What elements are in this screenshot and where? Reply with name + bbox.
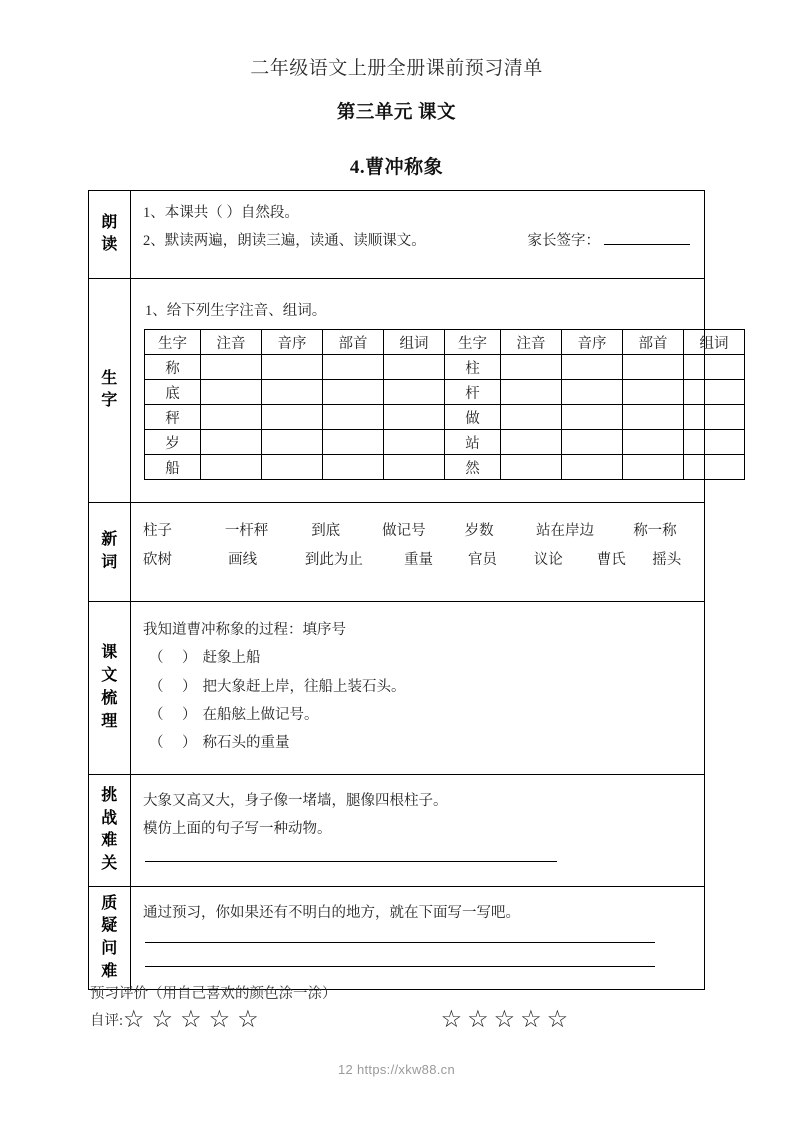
evaluation-title: 预习评价（用自己喜欢的颜色涂一涂） — [90, 986, 337, 1002]
character-cell: 做 — [445, 405, 501, 430]
challenge-example: 大象又高又大，身子像一堵墙，腿像四根柱子。 — [143, 792, 448, 809]
new-word: 站在岸边 — [536, 523, 595, 540]
section-row-characters — [89, 278, 705, 503]
character-blank-cell[interactable] — [384, 455, 445, 480]
self-evaluation-label: 自评: — [90, 1013, 124, 1030]
character-blank-cell[interactable] — [684, 355, 745, 380]
characters-grid-body — [145, 330, 745, 480]
character-cell: 然 — [445, 455, 501, 480]
spacer — [143, 256, 694, 270]
character-cell: 杆 — [445, 380, 501, 405]
label-char: 问 — [101, 940, 118, 958]
characters-grid — [144, 329, 745, 480]
new-word: 议论 — [533, 552, 563, 569]
character-blank-cell[interactable] — [323, 355, 384, 380]
new-word: 到底 — [311, 523, 341, 540]
character-blank-cell[interactable] — [501, 455, 562, 480]
document-title: 二年级语文上册全册课前预习清单 — [250, 58, 543, 79]
outline-item[interactable] — [143, 729, 694, 757]
evaluation-row — [90, 1008, 710, 1032]
label-char: 挑 — [101, 786, 118, 804]
teacher-evaluation-stars[interactable] — [441, 1008, 574, 1032]
characters-header-cell: 音序 — [562, 330, 623, 355]
character-blank-cell[interactable] — [384, 355, 445, 380]
new-word: 摇头 — [652, 552, 682, 569]
star-icon[interactable]: ☆ — [520, 1006, 542, 1033]
star-icon[interactable]: ☆ — [467, 1006, 489, 1033]
doubt-instruction: 通过预习，你如果还有不明白的地方，就在下面写一写吧。 — [143, 905, 520, 922]
new-word: 官员 — [467, 552, 497, 569]
section-label-doubt — [89, 887, 131, 990]
character-blank-cell[interactable] — [623, 355, 684, 380]
section-row-reading — [89, 191, 705, 279]
star-icon[interactable]: ☆ — [237, 1006, 259, 1033]
character-blank-cell[interactable] — [323, 430, 384, 455]
character-blank-cell[interactable] — [201, 455, 262, 480]
new-word: 柱子 — [143, 523, 172, 540]
character-blank-cell[interactable] — [501, 430, 562, 455]
character-cell: 称 — [145, 355, 201, 380]
outline-item-text: 称石头的重量 — [202, 735, 290, 752]
outline-order-blank[interactable]: （ ） — [149, 650, 199, 667]
new-word: 重量 — [404, 552, 433, 569]
outline-item-text: 把大象赶上岸，往船上装石头。 — [202, 678, 406, 695]
characters-row — [145, 405, 745, 430]
outline-order-blank[interactable]: （ ） — [149, 678, 199, 695]
section-label-outline — [89, 602, 131, 774]
outline-order-blank[interactable]: （ ） — [149, 735, 199, 752]
page-watermark: 12 https://xkw88.cn — [338, 1062, 455, 1077]
character-blank-cell[interactable] — [323, 405, 384, 430]
section-content-outline — [131, 602, 705, 774]
doubt-answer-blank-2[interactable] — [145, 966, 655, 967]
character-cell: 船 — [145, 455, 201, 480]
outline-order-blank[interactable]: （ ） — [149, 706, 199, 723]
star-icon[interactable]: ☆ — [493, 1006, 516, 1033]
characters-row — [145, 455, 745, 480]
new-word: 一杆秤 — [224, 523, 269, 540]
character-blank-cell[interactable] — [684, 455, 745, 480]
character-cell: 底 — [145, 380, 201, 405]
character-blank-cell[interactable] — [262, 430, 323, 455]
character-blank-cell[interactable] — [201, 380, 262, 405]
new-word: 做记号 — [382, 523, 426, 540]
characters-header-cell: 部首 — [323, 330, 384, 355]
challenge-instruction: 模仿上面的句子写一种动物。 — [143, 820, 332, 837]
unit-title: 第三单元 课文 — [336, 103, 457, 123]
section-label-characters — [89, 278, 131, 503]
character-blank-cell[interactable] — [562, 380, 623, 405]
label-char: 生 — [101, 369, 118, 387]
new-word: 岁数 — [464, 523, 494, 540]
star-icon[interactable]: ☆ — [123, 1006, 145, 1033]
label-char: 字 — [101, 392, 118, 410]
challenge-answer-blank[interactable] — [145, 861, 557, 862]
section-content-reading — [131, 191, 705, 279]
character-blank-cell[interactable] — [623, 430, 684, 455]
doubt-block — [143, 895, 694, 981]
evaluation-section — [90, 984, 710, 1032]
section-row-outline — [89, 602, 705, 774]
section-content-characters — [131, 278, 729, 503]
character-blank-cell[interactable] — [623, 405, 684, 430]
parent-signature — [528, 227, 695, 255]
label-char: 理 — [101, 712, 118, 730]
worksheet-table — [88, 190, 729, 990]
character-blank-cell[interactable] — [562, 355, 623, 380]
label-char: 梳 — [101, 689, 118, 707]
characters-header-cell: 注音 — [501, 330, 562, 355]
characters-header-cell: 生字 — [145, 330, 201, 355]
label-char: 文 — [101, 667, 118, 685]
challenge-block — [143, 783, 694, 879]
label-char: 关 — [101, 854, 118, 872]
outline-heading: 我知道曹冲称象的过程：填序号 — [143, 622, 346, 639]
section-label-reading — [89, 191, 131, 279]
section-row-challenge — [89, 774, 705, 887]
character-blank-cell[interactable] — [623, 380, 684, 405]
label-char: 质 — [101, 894, 118, 912]
new-word: 曹氏 — [596, 552, 626, 569]
star-icon[interactable]: ☆ — [180, 1006, 202, 1033]
new-word: 画线 — [228, 552, 258, 569]
section-row-new-words — [89, 503, 705, 602]
new-words-list — [143, 511, 694, 593]
characters-instruction: 1、给下列生字注音、组词。 — [145, 302, 327, 319]
star-icon[interactable]: ☆ — [440, 1006, 463, 1033]
character-blank-cell[interactable] — [323, 455, 384, 480]
label-char: 朗 — [101, 213, 118, 231]
label-char: 战 — [101, 809, 118, 827]
character-blank-cell[interactable] — [684, 430, 745, 455]
character-blank-cell[interactable] — [562, 405, 623, 430]
character-blank-cell[interactable] — [201, 405, 262, 430]
label-char: 难 — [101, 832, 118, 850]
character-blank-cell[interactable] — [384, 430, 445, 455]
character-cell: 柱 — [445, 355, 501, 380]
characters-header-row — [145, 330, 745, 355]
doubt-answer-blank-1[interactable] — [145, 942, 655, 943]
character-blank-cell[interactable] — [384, 405, 445, 430]
new-words-row — [143, 546, 694, 575]
character-blank-cell[interactable] — [384, 380, 445, 405]
outline-item-text: 在船舷上做记号。 — [202, 706, 319, 723]
section-label-challenge — [89, 774, 131, 887]
lesson-title: 4.曹冲称象 — [349, 157, 444, 178]
character-blank-cell[interactable] — [562, 455, 623, 480]
parent-signature-blank[interactable] — [604, 233, 690, 245]
characters-row — [145, 430, 745, 455]
label-char: 词 — [101, 554, 118, 572]
section-content-new-words — [131, 503, 705, 602]
characters-header-cell: 注音 — [201, 330, 262, 355]
self-evaluation-stars[interactable] — [123, 1008, 266, 1032]
star-icon[interactable]: ☆ — [546, 1006, 569, 1033]
character-blank-cell[interactable] — [201, 430, 262, 455]
character-blank-cell[interactable] — [323, 380, 384, 405]
character-cell: 秤 — [145, 405, 201, 430]
character-blank-cell[interactable] — [684, 380, 745, 405]
outline-block — [143, 610, 694, 765]
star-icon[interactable]: ☆ — [208, 1006, 231, 1033]
outline-item-text: 赶象上船 — [202, 650, 261, 667]
characters-header-cell: 音序 — [262, 330, 323, 355]
reading-task-2: 2、默读两遍，朗读三遍，读通、读顺课文。 — [143, 233, 426, 250]
section-row-doubt — [89, 887, 705, 990]
new-word: 到此为止 — [304, 552, 363, 569]
new-word: 砍树 — [143, 552, 172, 569]
section-content-doubt — [131, 887, 705, 990]
label-char: 疑 — [101, 917, 118, 935]
reading-task-2-row — [143, 227, 694, 255]
new-word: 称一称 — [633, 523, 677, 540]
reading-task-1: 1、本课共（ ）自然段。 — [143, 205, 299, 221]
label-char: 读 — [101, 236, 118, 254]
character-blank-cell[interactable] — [262, 405, 323, 430]
outline-item[interactable] — [143, 673, 694, 701]
section-label-new-words — [89, 503, 131, 602]
character-blank-cell[interactable] — [684, 405, 745, 430]
outline-item[interactable] — [143, 701, 694, 729]
label-char: 难 — [101, 962, 118, 980]
character-blank-cell[interactable] — [623, 455, 684, 480]
characters-row — [145, 355, 745, 380]
characters-row — [145, 380, 745, 405]
character-blank-cell[interactable] — [501, 405, 562, 430]
new-words-row — [143, 517, 694, 546]
character-blank-cell[interactable] — [501, 380, 562, 405]
parent-signature-label: 家长签字： — [527, 233, 600, 250]
character-blank-cell[interactable] — [262, 355, 323, 380]
section-content-challenge — [131, 774, 705, 887]
label-char: 课 — [101, 644, 118, 662]
character-blank-cell[interactable] — [262, 380, 323, 405]
outline-item[interactable] — [143, 644, 694, 672]
star-icon[interactable]: ☆ — [151, 1006, 174, 1033]
characters-header-cell: 部首 — [623, 330, 684, 355]
label-char: 新 — [101, 531, 118, 549]
character-blank-cell[interactable] — [201, 355, 262, 380]
character-blank-cell[interactable] — [562, 430, 623, 455]
outline-item-list — [143, 644, 694, 757]
character-blank-cell[interactable] — [262, 455, 323, 480]
character-blank-cell[interactable] — [501, 355, 562, 380]
characters-header-cell: 组词 — [684, 330, 745, 355]
character-cell: 站 — [445, 430, 501, 455]
character-cell: 岁 — [145, 430, 201, 455]
characters-header-cell: 组词 — [384, 330, 445, 355]
characters-header-cell: 生字 — [445, 330, 501, 355]
